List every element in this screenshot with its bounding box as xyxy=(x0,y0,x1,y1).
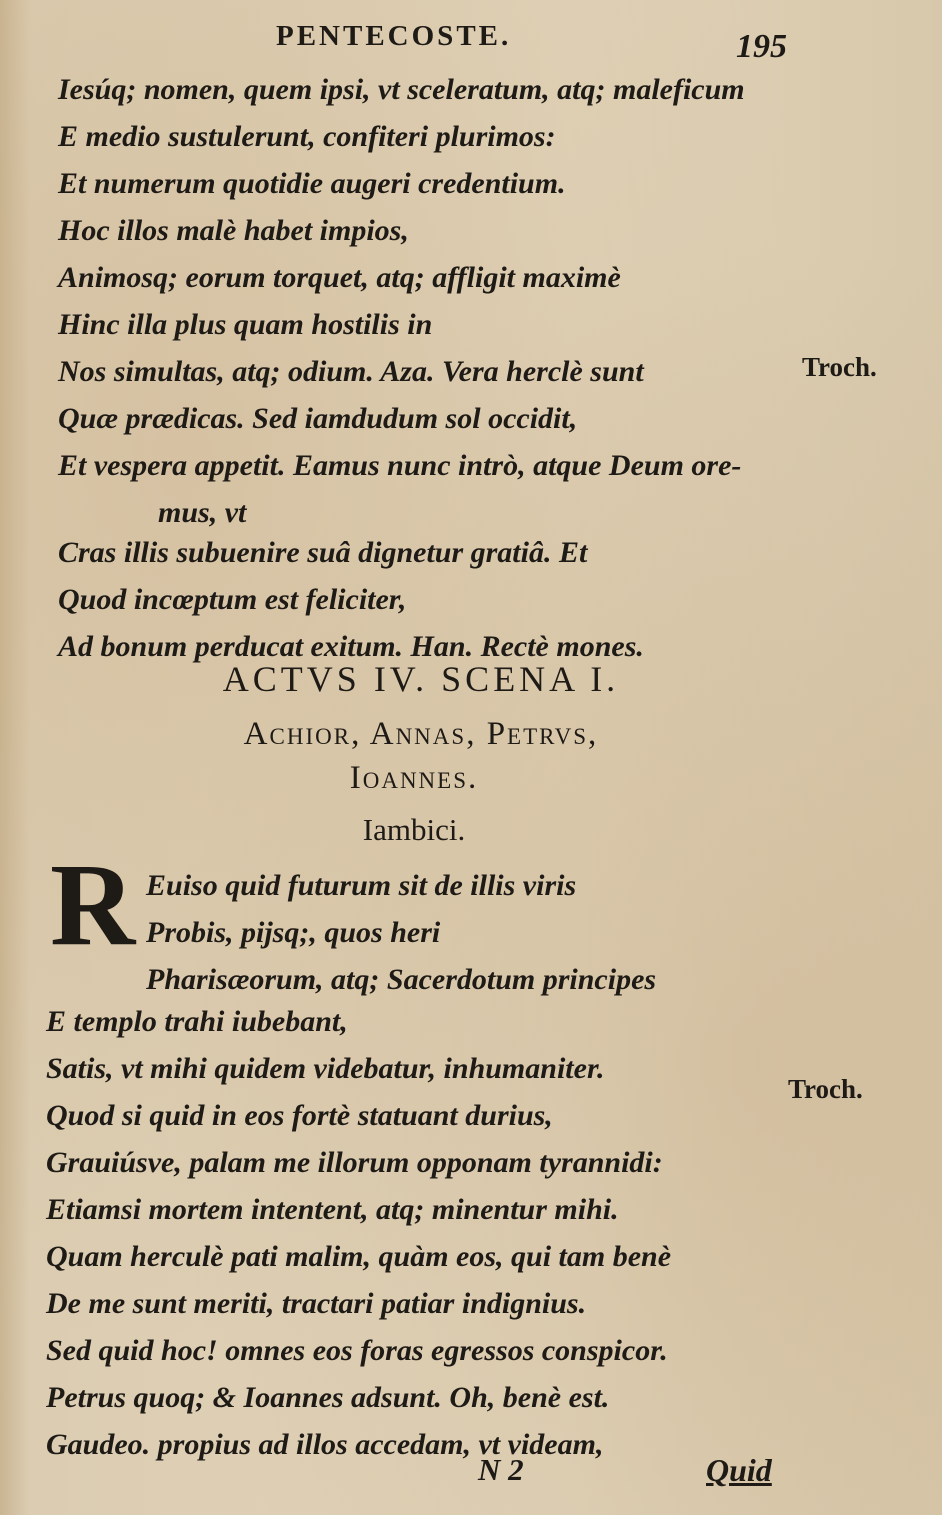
verse-line: Nos simultas, atq; odium. Aza. Vera herclè sunt xyxy=(58,355,644,388)
verse-line: Grauiúsve, palam me illorum opponam tyrannidi: xyxy=(46,1146,663,1179)
verse-line: Quæ prædicas. Sed iamdudum sol occidit, xyxy=(58,402,578,435)
verse-line: Quod si quid in eos fortè statuant durius, xyxy=(46,1099,553,1132)
act-scene-heading: ACTVS IV. SCENA I. xyxy=(222,659,620,699)
verse-block-dropcap xyxy=(146,862,786,1003)
page-footer xyxy=(0,1452,942,1502)
drop-cap: R xyxy=(50,839,136,970)
verse-block-scene xyxy=(46,998,806,1468)
running-head: PENTECOSTE. xyxy=(276,20,512,52)
signature-mark: N 2 xyxy=(478,1452,524,1487)
verse-line: Ad bonum perducat exitum. Han. Rectè mones. xyxy=(58,630,644,663)
margin-note: Troch. xyxy=(802,352,877,382)
verse-line: Hoc illos malè habet impios, xyxy=(58,214,409,247)
characters-line: Achior, Annas, Petrvs, xyxy=(243,716,599,752)
margin-note: Troch. xyxy=(788,1074,863,1104)
verse-line-continuation: mus, vt xyxy=(158,496,247,529)
page-number: 195 xyxy=(736,28,787,65)
verse-line: Probis, pijsq;, quos heri xyxy=(146,916,441,949)
verse-line: Etiamsi mortem intentent, atq; minentur mihi. xyxy=(46,1193,619,1226)
verse-line: Et numerum quotidie augeri credentium. xyxy=(58,167,566,200)
verse-block-top xyxy=(58,66,818,670)
verse-line: Et vespera appetit. Eamus nunc intrò, atque Deum ore- xyxy=(58,449,742,482)
catchword: Quid xyxy=(706,1452,772,1488)
verse-line: Gaudeo. propius ad illos accedam, vt videam, xyxy=(46,1428,604,1461)
verse-line: Petrus quoq; & Ioannes adsunt. Oh, benè est. xyxy=(46,1381,610,1414)
verse-line: Quam herculè pati malim, quàm eos, qui tam benè xyxy=(46,1240,672,1273)
verse-line: Hinc illa plus quam hostilis in xyxy=(58,308,433,341)
verse-line: Cras illis subuenire suâ dignetur gratiâ. Et xyxy=(58,536,588,569)
verse-line: Pharisæorum, atq; Sacerdotum principes xyxy=(146,963,657,996)
verse-line: E templo trahi iubebant, xyxy=(46,1005,348,1038)
verse-line: Sed quid hoc! omnes eos foras egressos conspicor. xyxy=(46,1334,668,1367)
verse-line: Iesúq; nomen, quem ipsi, vt sceleratum, atq; maleficum xyxy=(58,73,745,106)
page-header xyxy=(0,14,942,65)
verse-line: Satis, vt mihi quidem videbatur, inhumaniter. xyxy=(46,1052,605,1085)
verse-line: Quod incœptum est feliciter, xyxy=(58,583,407,616)
characters-line: Ioannes. xyxy=(349,760,479,796)
verse-line: Animosq; eorum torquet, atq; affligit maximè xyxy=(58,261,621,294)
verse-line: E medio sustulerunt, confiteri plurimos: xyxy=(58,120,556,153)
meter-label: Iambici. xyxy=(362,812,466,847)
verse-line: Euiso quid futurum sit de illis viris xyxy=(146,869,577,902)
verse-line: De me sunt meriti, tractari patiar indignius. xyxy=(46,1287,587,1320)
